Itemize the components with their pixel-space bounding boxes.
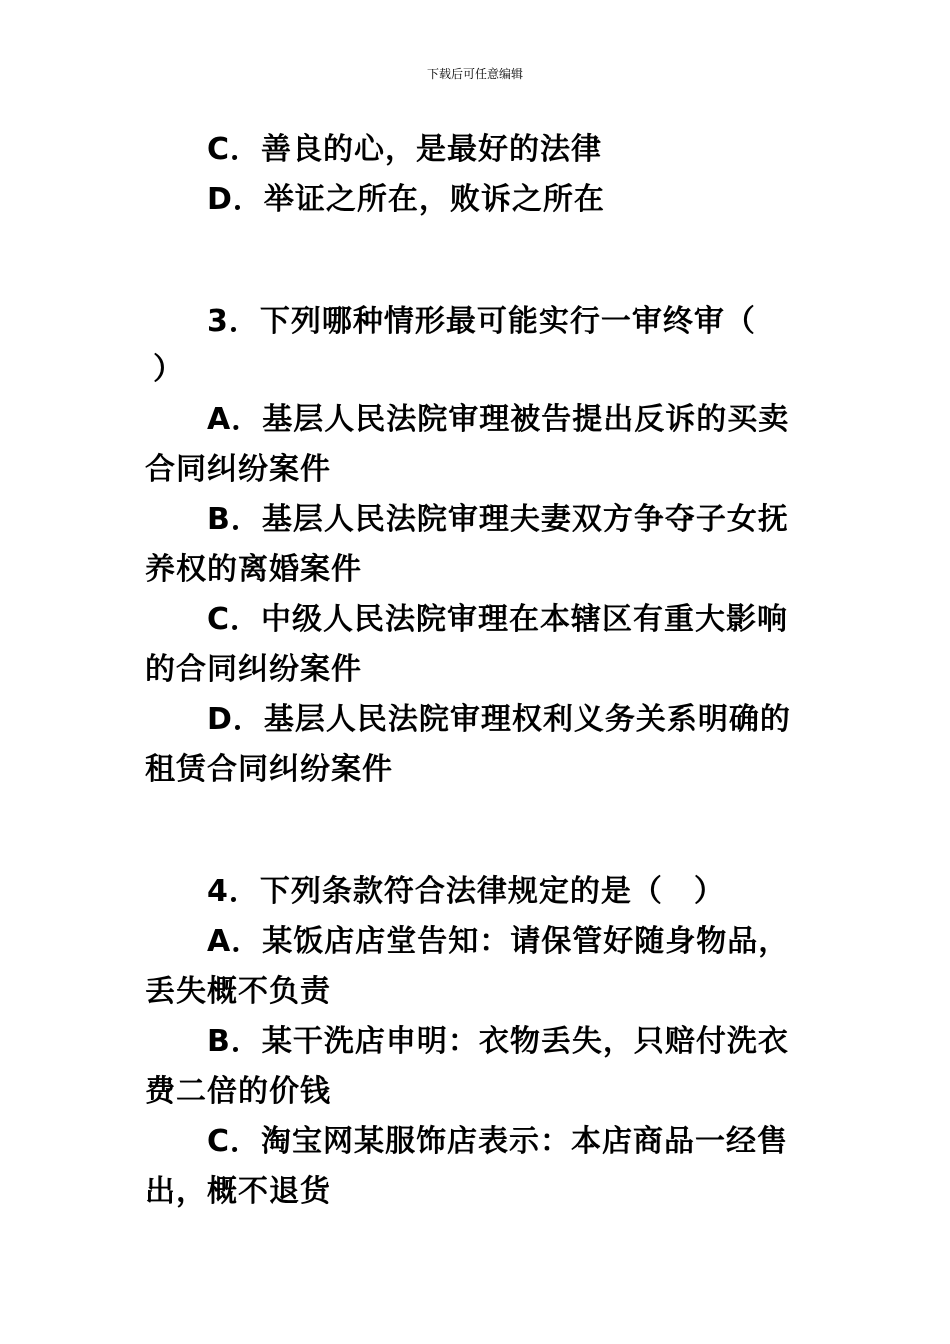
q3-option-c: C．中级人民法院审理在本辖区有重大影响 [207,602,789,637]
q4-option-c-cont: 出，概不退货 [145,1174,331,1209]
q3-option-a: A．基层人民法院审理被告提出反诉的买卖 [207,402,790,437]
q3-option-d: D．基层人民法院审理权利义务关系明确的 [207,702,791,737]
q3-stem: 3．下列哪种情形最可能实行一审终审（ [207,304,756,339]
q4-option-b-cont: 费二倍的价钱 [145,1074,331,1109]
q4-option-a-cont: 丢失概不负责 [145,974,331,1009]
q2-option-d: D．举证之所在，败诉之所在 [207,182,605,217]
q3-option-d-cont: 租赁合同纠纷案件 [145,752,393,787]
q4-stem: 4．下列条款符合法律规定的是（ ） [207,874,725,909]
q4-option-b: B．某干洗店申明：衣物丢失，只赔付洗衣 [207,1024,789,1059]
q3-option-a-cont: 合同纠纷案件 [145,452,331,487]
q3-option-c-cont: 的合同纠纷案件 [145,652,362,687]
q3-option-b: B．基层人民法院审理夫妻双方争夺子女抚 [207,502,789,537]
q2-option-c: C．善良的心，是最好的法律 [207,132,603,167]
q3-stem-end: ） [153,352,184,387]
q4-option-a: A．某饭店店堂告知：请保管好随身物品， [207,924,790,959]
q3-option-b-cont: 养权的离婚案件 [145,552,362,587]
q4-option-c: C．淘宝网某服饰店表示：本店商品一经售 [207,1124,789,1159]
page-header: 下载后可任意编辑 [426,67,523,81]
